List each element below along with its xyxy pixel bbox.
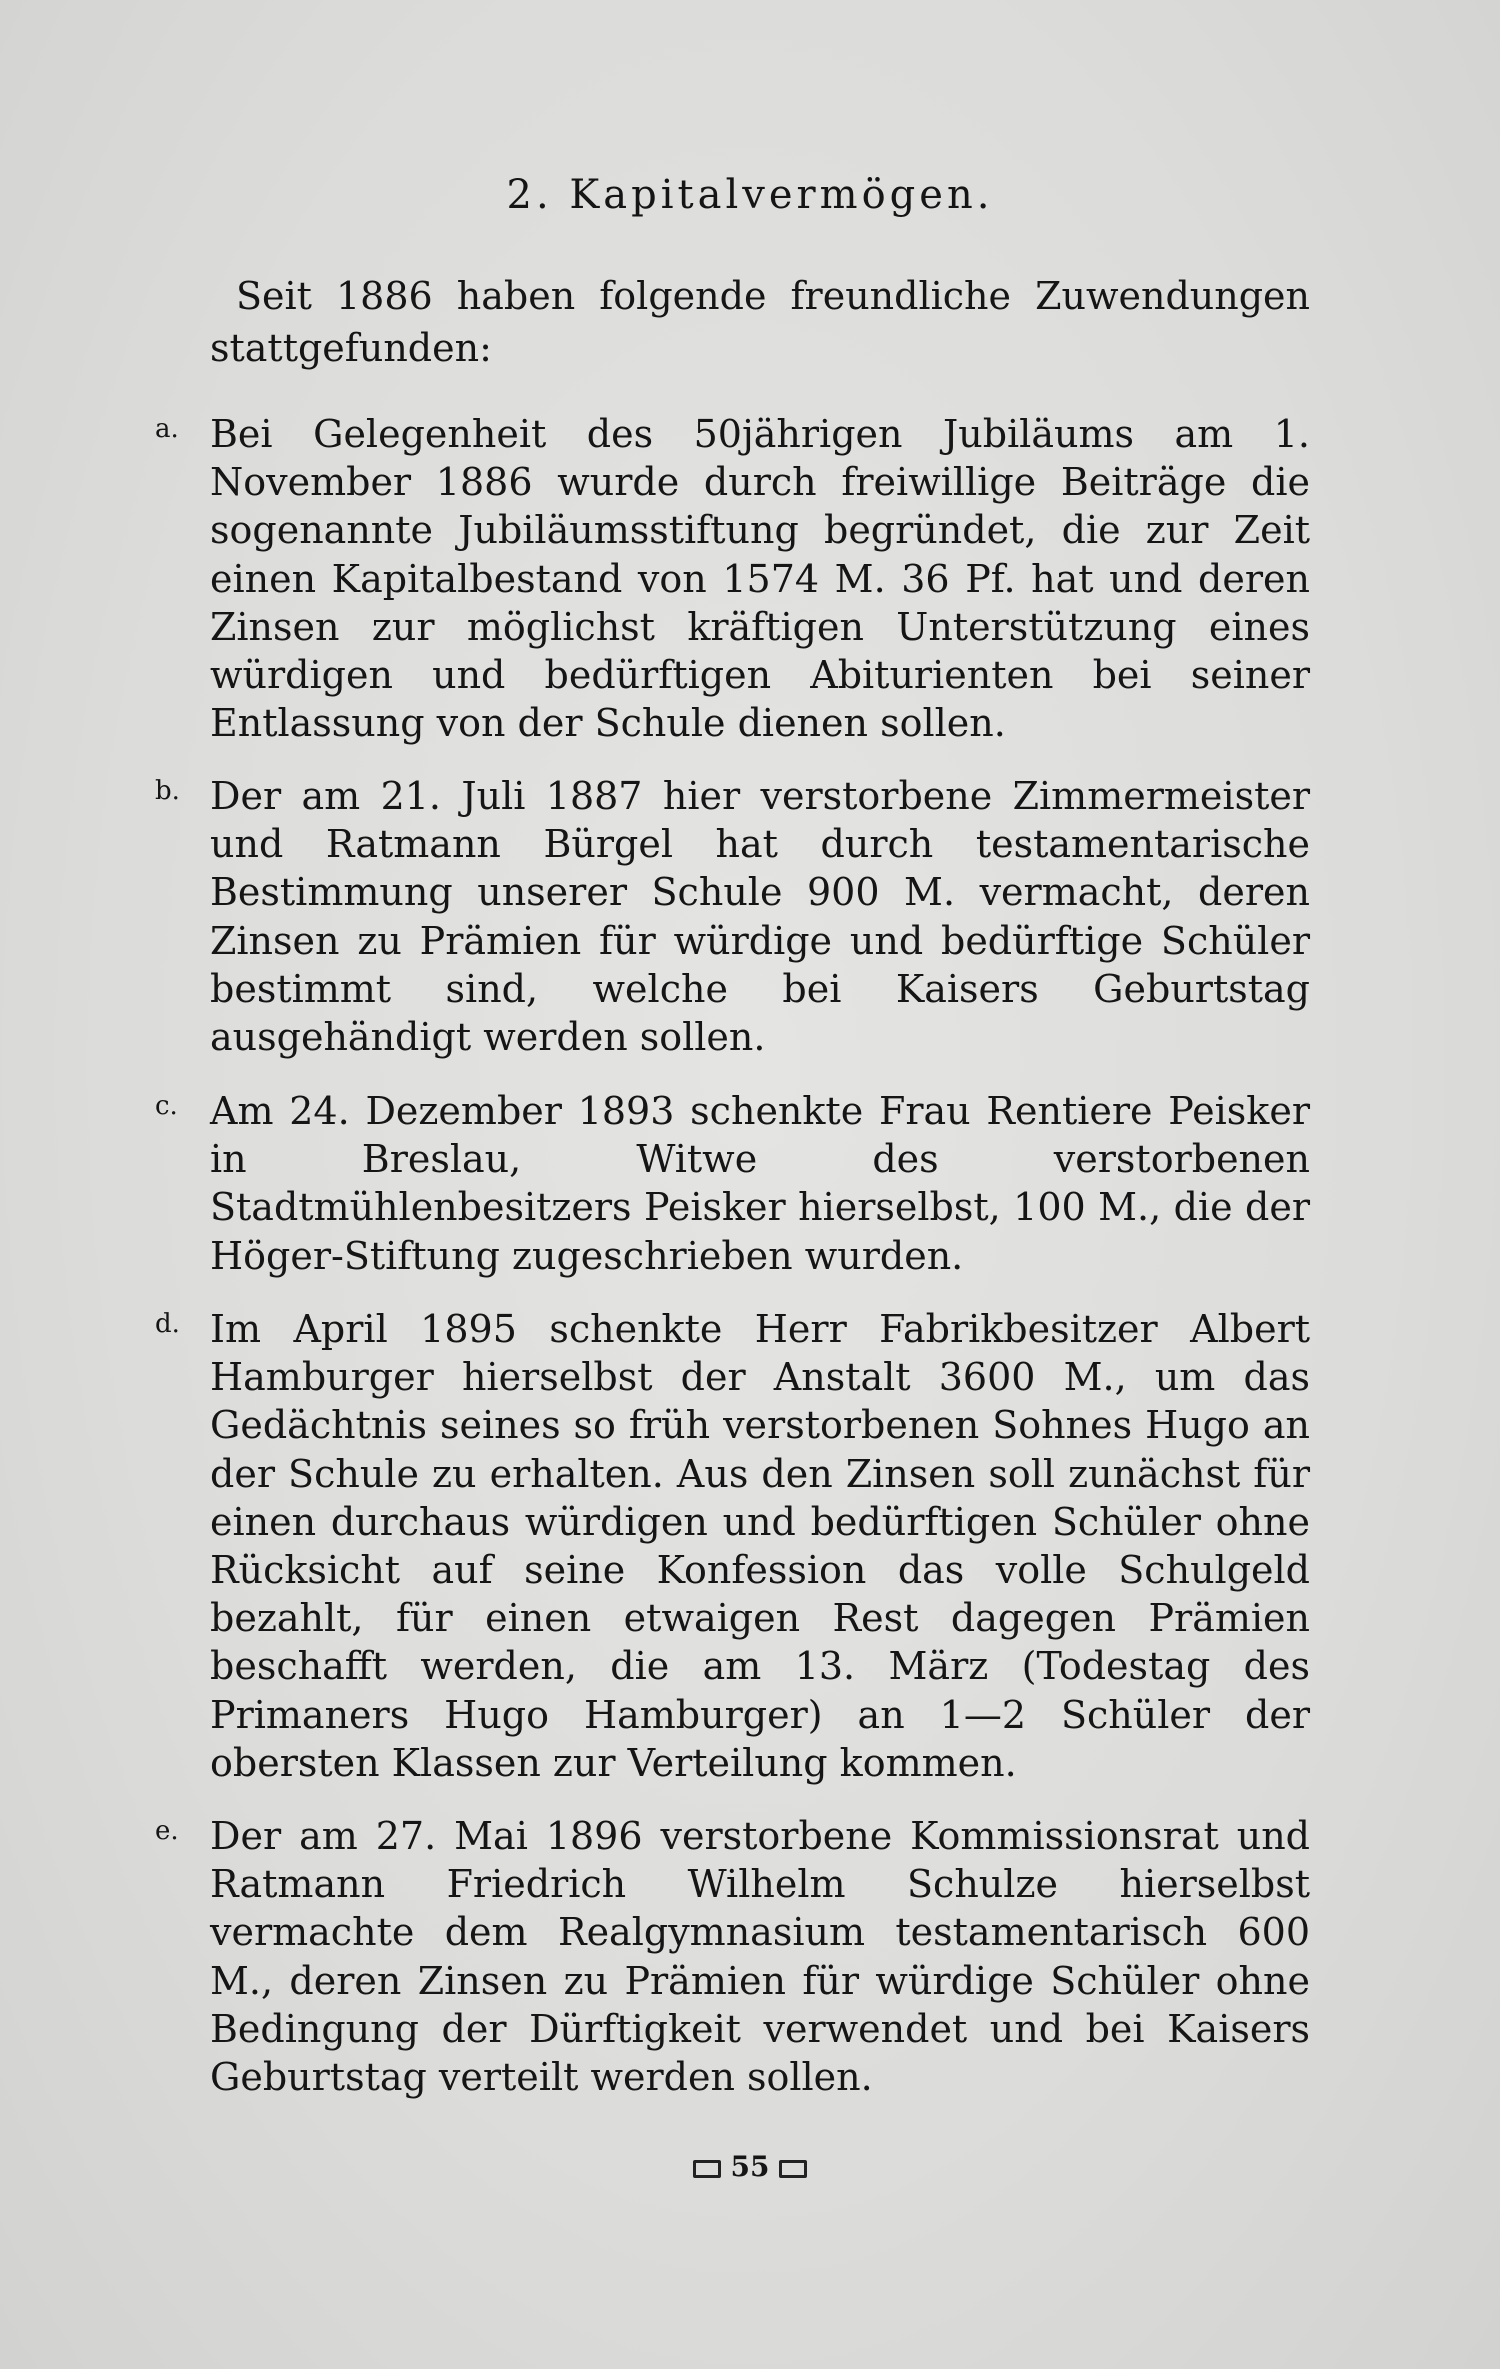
entry-text: Der am 21. Juli 1887 hier verstorbene Zimmermeister und Ratmann Bürgel hat durch testamentarische Bestimmung unserer Schule 900 M. vermacht, deren Zinsen zu Prämien für würdige und bedürftige Schüler bestimmt sind, welche bei Kaisers Geburtstag ausgehändigt werden sollen. bbox=[210, 774, 1310, 1060]
page-number: 55 bbox=[730, 2150, 770, 2183]
entry-text: Bei Gelegenheit des 50jährigen Jubiläums am 1. November 1886 wurde durch freiwillige Beiträge die sogenannte Jubiläumsstiftung begründet, die zur Zeit einen Kapitalbestand von 1574 M. 36 Pf. hat und deren Zinsen zur möglichst kräftigen Unterstützung eines würdigen und bedürftigen Abiturienten bei seiner Entlassung von der Schule dienen sollen. bbox=[210, 412, 1310, 746]
entry-label: d. bbox=[155, 1309, 180, 1339]
entry-label: e. bbox=[155, 1816, 179, 1846]
entry-e bbox=[155, 1812, 1310, 2101]
entry-d bbox=[155, 1305, 1310, 1787]
entry-label: a. bbox=[155, 414, 179, 444]
entry-text: Im April 1895 schenkte Herr Fabrikbesitzer Albert Hamburger hierselbst der Anstalt 3600 M., um das Gedächtnis seines so früh verstorbenen Sohnes Hugo an der Schule zu erhalten. Aus den Zinsen soll zunächst für einen durchaus würdigen und bedürftigen Schüler ohne Rücksicht auf seine Konfession das volle Schulgeld bezahlt, für einen etwaigen Rest dagegen Prämien beschafft werden, die am 13. März (Todestag des Primaners Hugo Hamburger) an 1—2 Schüler der obersten Klassen zur Verteilung kommen. bbox=[210, 1307, 1310, 1785]
entry-a bbox=[155, 410, 1310, 747]
section-heading: 2. Kapitalvermögen. bbox=[506, 172, 994, 218]
entry-text: Der am 27. Mai 1896 verstorbene Kommissionsrat und Ratmann Friedrich Wilhelm Schulze hierselbst vermachte dem Realgymnasium testamentarisch 600 M., deren Zinsen zu Prämien für würdige Schüler ohne Bedingung der Dürftigkeit verwendet und bei Kaisers Geburtstag verteilt werden sollen. bbox=[210, 1814, 1310, 2100]
entry-label: c. bbox=[155, 1091, 178, 1121]
page-number-line bbox=[0, 2150, 1500, 2183]
entry-text: Am 24. Dezember 1893 schenkte Frau Rentiere Peisker in Breslau, Witwe des verstorbenen Stadtmühlenbesitzers Peisker hierselbst, 100 M., die der Höger-Stiftung zugeschrieben wurden. bbox=[210, 1089, 1310, 1278]
entry-c bbox=[155, 1087, 1310, 1280]
entry-b bbox=[155, 772, 1310, 1061]
intro-paragraph: Seit 1886 haben folgende freundliche Zuwendungen stattgefunden: bbox=[210, 274, 1310, 370]
entry-label: b. bbox=[155, 776, 180, 806]
ornament-box-icon bbox=[693, 2160, 721, 2178]
ornament-box-icon bbox=[779, 2160, 807, 2178]
